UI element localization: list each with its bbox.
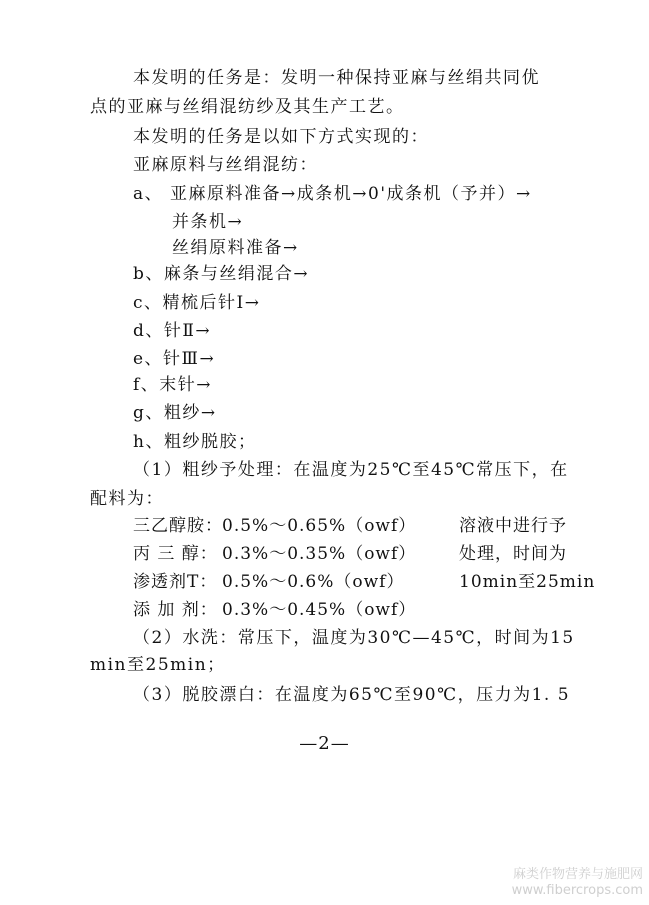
watermark-url: www.fibercrops.com [511,883,643,898]
recipe-amount: 0.3%～0.35%（owf） [222,544,417,564]
recipe-name: 渗透剂T： [133,572,218,592]
recipe-amount: 0.3%～0.45%（owf） [222,600,417,620]
text-line: 亚麻原料与丝绢混纺： [133,155,318,175]
text-line: 本发明的任务是以如下方式实现的： [133,127,429,147]
text-line: 点的亚麻与丝绢混纺纱及其生产工艺。 [90,97,405,117]
page-number: —2— [299,733,350,754]
step-b: b、麻条与丝绢混合→ [133,264,310,284]
recipe-amount: 0.5%～0.6%（owf） [222,572,405,592]
recipe-name: 添 加 剂： [133,600,218,620]
step-h: h、粗纱脱胶； [133,432,257,452]
text-line: （3）脱胶漂白：在温度为65℃至90℃，压力为1. 5 [133,685,571,705]
text-line: 配料为： [90,489,164,509]
step-a: a、 亚麻原料准备→成条机→0'成条机（予并）→ [133,184,532,204]
step-c: c、精梳后针Ⅰ→ [133,293,261,313]
text-line: min至25min； [90,655,226,675]
text-line: 本发明的任务是：发明一种保持亚麻与丝绢共同优 [133,68,540,88]
text-line: 并条机→ [172,212,244,232]
step-d: d、针Ⅱ→ [133,321,212,341]
step-f: f、末针→ [133,375,213,395]
text-line: （2）水洗：常压下，温度为30℃—45℃，时间为15 [133,628,575,648]
step-e: e、针Ⅲ→ [133,349,216,369]
watermark [512,867,643,899]
recipe-note: 处理，时间为 [459,544,567,564]
recipe-name: 三乙醇胺： [133,516,223,536]
watermark-title: 麻类作物营养与施肥网 [512,867,643,882]
recipe-amount: 0.5%～0.65%（owf） [222,516,417,536]
recipe-note: 10min至25min [459,572,596,592]
text-line: 丝绢原料准备→ [172,238,299,258]
recipe-name: 丙 三 醇： [133,544,218,564]
step-g: g、粗纱→ [133,403,217,423]
text-line: （1）粗纱予处理：在温度为25℃至45℃常压下，在 [133,460,569,480]
recipe-note: 溶液中进行予 [459,516,567,536]
